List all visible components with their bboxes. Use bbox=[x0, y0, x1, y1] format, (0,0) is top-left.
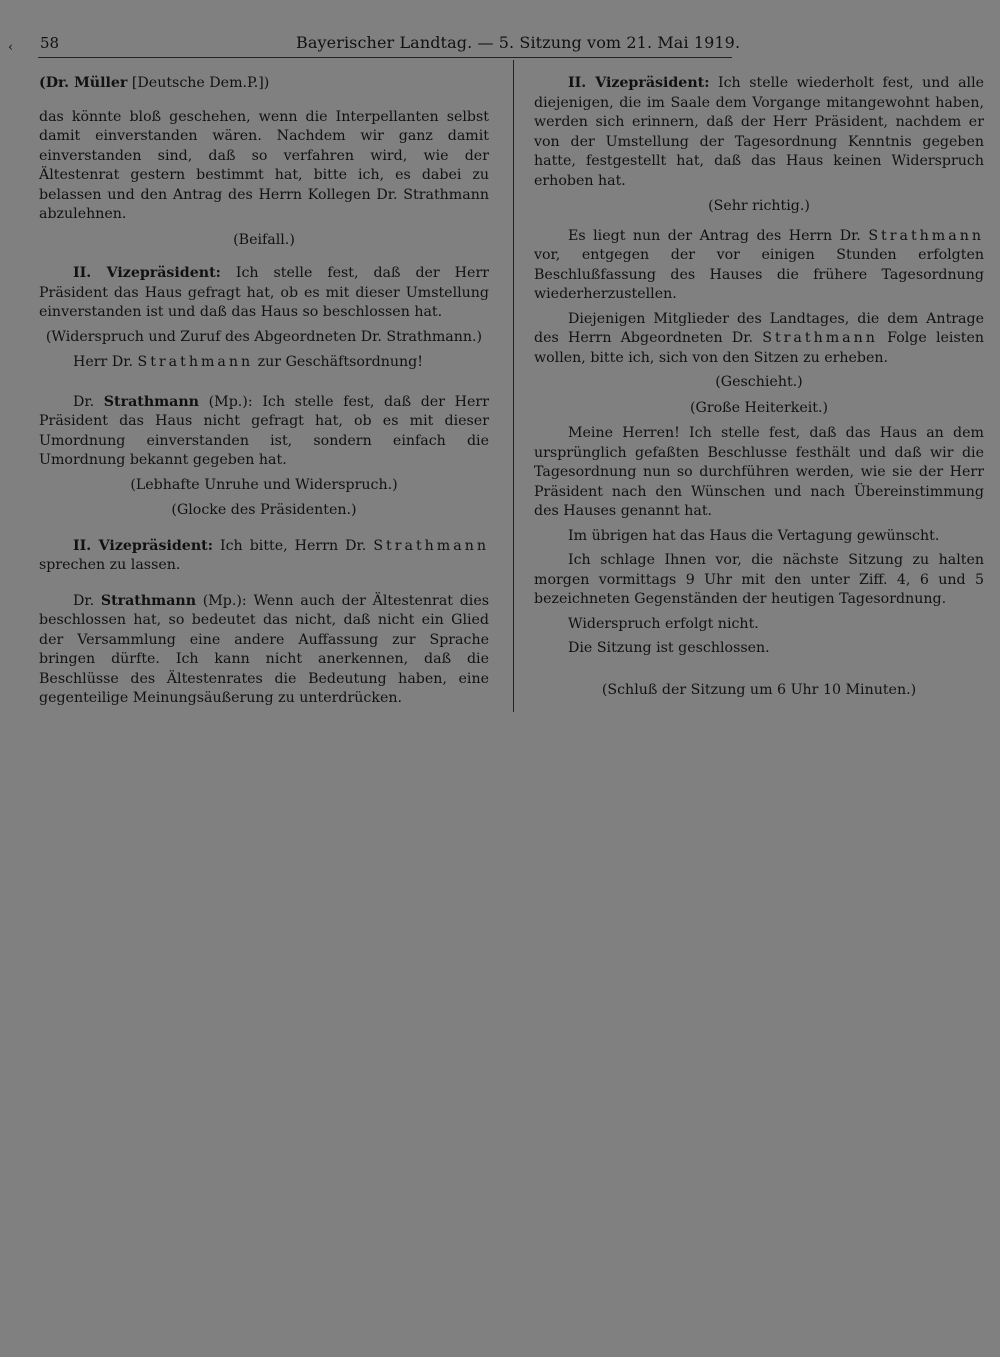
stage-direction: (Glocke des Präsidenten.) bbox=[171, 502, 357, 518]
continuation-speaker bbox=[39, 74, 489, 94]
running-header: Bayerischer Landtag. — 5. Sitzung vom 21. Mai 1919. bbox=[296, 33, 741, 52]
speaker-name: (Dr. Müller bbox=[39, 75, 128, 91]
speech-text: Ich bitte, Herrn Dr. bbox=[212, 537, 374, 554]
speaker-name: II. Vizepräsident: bbox=[73, 265, 221, 281]
stage-direction: (Widerspruch und Zuruf des Abgeordneten Dr. Strathmann.) bbox=[45, 328, 483, 345]
stage-direction: (Große Heiterkeit.) bbox=[689, 399, 829, 416]
title: Dr. bbox=[73, 592, 101, 609]
speech-paragraph bbox=[39, 393, 489, 471]
paragraph: das könnte bloß geschehen, wenn die Interpellanten selbst damit einverstanden wären. Nachdem wir ganz damit einverstanden sind, daß so verfahren wird, wie der Ältestenrat gestern bestimmt hat, bitte ich, es dabei zu belassen und den Antrag des Herrn Kollegen Dr. Strathmann abzulehnen. bbox=[39, 108, 489, 222]
stage-direction: (Sehr richtig.) bbox=[708, 198, 810, 214]
text: Folge leisten wollen, bitte ich, sich von den Sitzen zu erheben. bbox=[534, 330, 984, 366]
paragraph: Meine Herren! Ich stelle fest, daß das Haus an dem ursprünglich gefaßten Beschlusse festhält und daß wir die Tagesordnung nun so durchführen werden, wie sie der Herr Präsident nach den Wünschen und nach Übereinstimmung des Hauses genannt hat. bbox=[534, 425, 984, 519]
text: vor, entgegen der vor einigen Stunden erfolgten Beschlußfassung des Hauses die frühere Tagesordnung wiederherzustellen. bbox=[534, 247, 984, 302]
speaker-name: II. Vizepräsident: bbox=[73, 537, 213, 554]
speech-text: Ich stelle wiederholt fest, und alle diejenigen, die im Saale dem Vorgange mitangewohnt haben, werden sich erinnern, daß der Herr Präsident, nachdem er von der Umstellung der Tagesordnung Kenntnis gegeben hatte, festgestellt hat, daß das Haus keinen Widerspruch erhoben hat. bbox=[534, 75, 984, 189]
speech-text: Ich stelle fest, daß der Herr Präsident das Haus gefragt hat, ob es mit dieser Umstellung einverstanden ist und daß das Haus so beschlossen hat. bbox=[39, 265, 490, 320]
person-name: Strathmann bbox=[373, 537, 489, 554]
paragraph: Im übrigen hat das Haus die Vertagung gewünscht. bbox=[568, 527, 940, 544]
column-divider bbox=[513, 60, 514, 712]
party-label: (Mp.): bbox=[198, 393, 263, 410]
margin-mark: ‹ bbox=[8, 40, 14, 55]
person-name: Strathmann bbox=[762, 330, 878, 346]
person-name: Strathmann bbox=[137, 354, 254, 370]
paragraph: Die Sitzung ist geschlossen. bbox=[568, 640, 770, 656]
speaker-name: II. Vizepräsident: bbox=[568, 75, 710, 91]
text: Diejenigen Mitglieder des Landtages, die dem Antrage des Herrn Abgeordneten Dr. bbox=[534, 310, 984, 346]
speech-paragraph bbox=[39, 537, 489, 576]
paragraph bbox=[39, 353, 489, 373]
speech-paragraph bbox=[39, 592, 489, 709]
stage-direction: (Lebhafte Unruhe und Widerspruch.) bbox=[130, 476, 398, 493]
page-number: 58 bbox=[40, 34, 60, 52]
speech-text: Wenn auch der Ältestenrat dies beschlossen hat, so bedeutet das nicht, daß nicht ein Glied der Versammlung eine andere Auffassung zur Sprache bringen dürfte. Ich kann nicht anerkennen, daß die Beschlüsse des Ältestenrates die Bedeutung haben, eine gegenteilige Meinungsäußerung zu unterdrücken. bbox=[39, 592, 489, 706]
title: Dr. bbox=[73, 393, 104, 410]
paragraph bbox=[534, 227, 984, 305]
speech-text: Ich stelle fest, daß der Herr Präsident das Haus nicht gefragt hat, ob es mit dieser Umordnung einverstanden ist, sondern einfach die Umordnung bekannt gegeben hat. bbox=[39, 393, 489, 468]
party-label: [Deutsche Dem.P.]) bbox=[131, 75, 270, 91]
text: Es liegt nun der Antrag des Herrn Dr. bbox=[568, 227, 869, 244]
speaker-name: Strathmann bbox=[103, 393, 199, 410]
paragraph: Ich schlage Ihnen vor, die nächste Sitzung zu halten morgen vormittags 9 Uhr mit den unter Ziff. 4, 6 und 5 bezeichneten Gegenständen der heutigen Tagesordnung. bbox=[534, 552, 984, 607]
person-name: Strathmann bbox=[868, 227, 984, 244]
right-column bbox=[534, 74, 984, 710]
paragraph: Widerspruch erfolgt nicht. bbox=[568, 615, 759, 632]
party-label: (Mp.): bbox=[196, 592, 254, 609]
header-rule bbox=[38, 57, 732, 58]
stage-direction: (Beifall.) bbox=[233, 231, 295, 248]
left-column bbox=[39, 74, 489, 714]
speech-paragraph bbox=[39, 264, 489, 323]
text: Herr Dr. bbox=[73, 354, 138, 370]
text: zur Geschäftsordnung! bbox=[253, 354, 423, 370]
paragraph bbox=[534, 310, 984, 369]
speech-text: sprechen zu lassen. bbox=[39, 557, 181, 573]
speech-paragraph bbox=[534, 74, 984, 191]
closing-note: (Schluß der Sitzung um 6 Uhr 10 Minuten.) bbox=[601, 681, 917, 698]
stage-direction: (Geschieht.) bbox=[715, 374, 803, 390]
speaker-name: Strathmann bbox=[100, 592, 197, 609]
